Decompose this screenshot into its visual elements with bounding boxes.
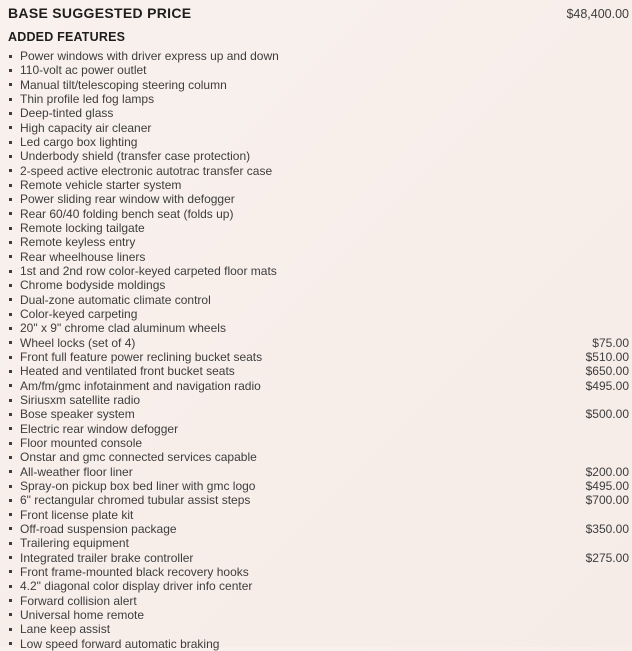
feature-row (8, 465, 629, 479)
bullet-icon (9, 399, 12, 402)
feature-price: $495.00 (585, 378, 629, 393)
feature-label: Electric rear window defogger (20, 421, 179, 436)
feature-row (8, 393, 629, 407)
feature-price: $495.00 (585, 479, 629, 493)
feature-price: $510.00 (585, 350, 629, 365)
bullet-icon (9, 198, 12, 201)
feature-row (8, 450, 629, 464)
bullet-icon (9, 155, 12, 158)
bullet-icon (9, 499, 12, 502)
feature-label: Onstar and gmc connected services capable (20, 450, 257, 465)
feature-row (8, 508, 629, 522)
feature-row (8, 493, 629, 507)
base-price-amount: $48,400.00 (566, 7, 629, 21)
bullet-icon (9, 112, 12, 115)
feature-label: Power windows with driver express up and down (20, 49, 279, 64)
feature-row (8, 207, 629, 221)
feature-row (8, 422, 629, 436)
feature-row (8, 579, 629, 593)
bullet-icon (9, 298, 12, 301)
bullet-icon (9, 384, 12, 387)
feature-row (8, 178, 629, 192)
feature-row (8, 593, 629, 607)
added-features-list (8, 49, 629, 651)
feature-row (8, 164, 629, 178)
feature-price: $275.00 (585, 550, 629, 565)
feature-label: Heated and ventilated front bucket seats (20, 364, 235, 379)
feature-label: 2-speed active electronic autotrac transfer case (20, 163, 273, 178)
feature-label: Wheel locks (set of 4) (20, 335, 136, 350)
feature-label: Remote keyless entry (20, 235, 136, 250)
bullet-icon (9, 227, 12, 230)
bullet-icon (9, 126, 12, 129)
feature-price: $75.00 (592, 335, 629, 350)
bullet-icon (9, 556, 12, 559)
feature-row (8, 336, 629, 350)
bullet-icon (9, 413, 12, 416)
added-features-heading: ADDED FEATURES (8, 30, 126, 44)
bullet-icon (9, 370, 12, 373)
feature-row (8, 92, 629, 106)
bullet-icon (9, 184, 12, 187)
feature-row (8, 149, 629, 163)
bullet-icon (9, 628, 12, 631)
feature-label: Am/fm/gmc infotainment and navigation radio (20, 378, 261, 393)
feature-label: All-weather floor liner (20, 464, 133, 479)
bullet-icon (9, 255, 12, 258)
feature-row (8, 479, 629, 493)
feature-row (8, 121, 629, 135)
feature-label: Remote locking tailgate (20, 221, 145, 236)
bullet-icon (9, 570, 12, 573)
feature-label: Color-keyed carpeting (20, 307, 138, 322)
feature-row (8, 565, 629, 579)
feature-label: Siriusxm satellite radio (20, 393, 141, 408)
feature-label: Deep-tinted glass (20, 106, 114, 121)
feature-row (8, 221, 629, 235)
feature-row (8, 622, 629, 636)
feature-row (8, 293, 629, 307)
feature-label: Bose speaker system (20, 407, 135, 422)
feature-row (8, 49, 629, 63)
feature-row (8, 522, 629, 536)
feature-label: Front full feature power reclining bucket seats (20, 350, 263, 365)
feature-label: Universal home remote (20, 607, 145, 622)
base-price-row (8, 5, 629, 21)
feature-row (8, 278, 629, 292)
feature-label: Front license plate kit (20, 507, 134, 522)
feature-row (8, 321, 629, 335)
feature-row (8, 350, 629, 364)
feature-label: Floor mounted console (20, 436, 143, 451)
feature-row (8, 436, 629, 450)
feature-label: Led cargo box lighting (20, 135, 138, 150)
bullet-icon (9, 642, 12, 645)
bullet-icon (9, 513, 12, 516)
feature-label: Manual tilt/telescoping steering column (20, 77, 227, 92)
feature-label: Underbody shield (transfer case protection) (20, 149, 251, 164)
feature-row (8, 550, 629, 564)
feature-label: Thin profile led fog lamps (20, 92, 155, 107)
bullet-icon (9, 169, 12, 172)
feature-label: Chrome bodyside moldings (20, 278, 166, 293)
feature-row (8, 379, 629, 393)
feature-price: $650.00 (585, 364, 629, 379)
feature-row (8, 135, 629, 149)
bullet-icon (9, 284, 12, 287)
base-price-label: BASE SUGGESTED PRICE (8, 5, 192, 21)
bullet-icon (9, 98, 12, 101)
feature-label: 1st and 2nd row color-keyed carpeted floor mats (20, 264, 277, 279)
bullet-icon (9, 485, 12, 488)
bullet-icon (9, 327, 12, 330)
bullet-icon (9, 69, 12, 72)
feature-label: Dual-zone automatic climate control (20, 292, 211, 307)
bullet-icon (9, 585, 12, 588)
bullet-icon (9, 456, 12, 459)
feature-label: Low speed forward automatic braking (20, 636, 220, 651)
feature-label: Forward collision alert (20, 593, 137, 608)
feature-price: $500.00 (585, 407, 629, 422)
feature-label: Front frame-mounted black recovery hooks (20, 564, 249, 579)
feature-price: $700.00 (585, 493, 629, 508)
bullet-icon (9, 356, 12, 359)
feature-row (8, 250, 629, 264)
feature-row (8, 264, 629, 278)
feature-row (8, 192, 629, 206)
feature-label: Trailering equipment (20, 536, 129, 551)
feature-row (8, 307, 629, 321)
feature-row (8, 608, 629, 622)
feature-label: 6" rectangular chromed tubular assist steps (20, 493, 251, 508)
bullet-icon (9, 212, 12, 215)
feature-row (8, 235, 629, 249)
bullet-icon (9, 470, 12, 473)
bullet-icon (9, 442, 12, 445)
bullet-icon (9, 83, 12, 86)
bullet-icon (9, 613, 12, 616)
bullet-icon (9, 313, 12, 316)
feature-row (8, 364, 629, 378)
feature-label: Remote vehicle starter system (20, 178, 182, 193)
bullet-icon (9, 527, 12, 530)
feature-label: 4.2" diagonal color display driver info center (20, 579, 253, 594)
feature-price: $350.00 (585, 521, 629, 536)
feature-label: Off-road suspension package (20, 521, 177, 536)
feature-row (8, 407, 629, 421)
bullet-icon (9, 141, 12, 144)
feature-label: High capacity air cleaner (20, 120, 152, 135)
feature-row (8, 536, 629, 550)
feature-label: Rear 60/40 folding bench seat (folds up) (20, 206, 234, 221)
feature-label: Power sliding rear window with defogger (20, 192, 235, 207)
feature-label: Rear wheelhouse liners (20, 249, 146, 264)
bullet-icon (9, 341, 12, 344)
feature-row (8, 106, 629, 120)
bullet-icon (9, 599, 12, 602)
bullet-icon (9, 270, 12, 273)
feature-label: Integrated trailer brake controller (20, 550, 194, 565)
feature-label: 110-volt ac power outlet (20, 63, 147, 78)
bullet-icon (9, 427, 12, 430)
feature-row (8, 78, 629, 92)
feature-price: $200.00 (585, 464, 629, 479)
feature-label: 20" x 9" chrome clad aluminum wheels (20, 321, 226, 336)
feature-row (8, 63, 629, 77)
feature-label: Lane keep assist (20, 622, 111, 637)
feature-label: Spray-on pickup box bed liner with gmc logo (20, 479, 256, 493)
bullet-icon (9, 55, 12, 58)
bullet-icon (9, 542, 12, 545)
feature-row (8, 636, 629, 650)
bullet-icon (9, 241, 12, 244)
